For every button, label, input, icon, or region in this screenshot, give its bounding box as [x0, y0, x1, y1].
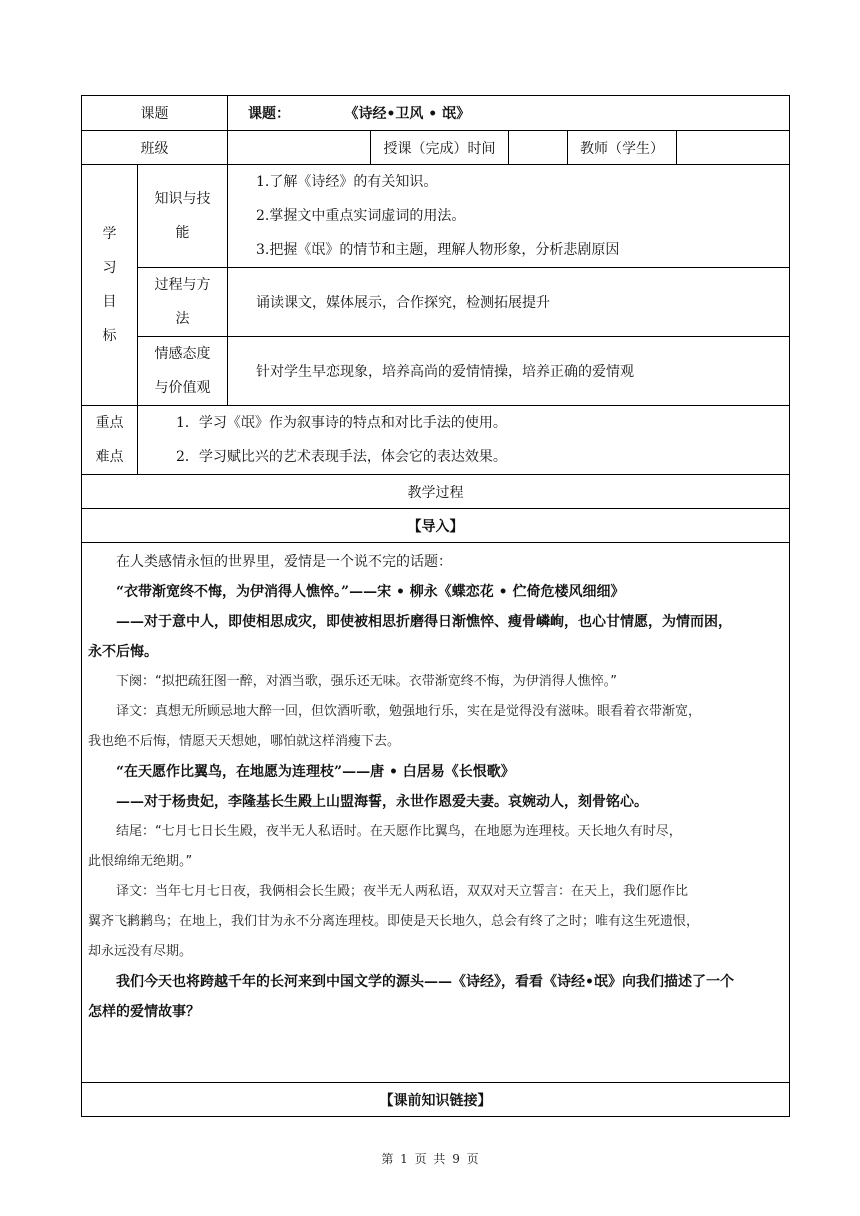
difficulty-label-line: 重点 — [95, 415, 124, 431]
quote-2-translation: 译文：当年七月七日夜，我俩相会长生殿；夜半无人两私语，双双对天立誓言：在天上，我们愿作比 — [116, 884, 689, 899]
goals-label-char: 学 — [102, 226, 117, 242]
knowledge-items — [228, 165, 790, 268]
quote-1-verse: 下阕：“拟把疏狂图一醉，对酒当歌，强乐还无味。衣带渐宽终不悔，为伊消得人憔悴。” — [116, 674, 617, 689]
quote-2-verse: 结尾：“七月七日长生殿，夜半无人私语时。在天愿作比翼鸟，在地愿为连理枝。天长地久有时尽， — [116, 824, 682, 839]
emotion-text: 针对学生早恋现象，培养高尚的爱情情操，培养正确的爱情观 — [228, 337, 790, 406]
goals-knowledge-row — [82, 165, 790, 268]
goals-process-row — [82, 268, 790, 337]
quote-1-note-cont: 永不后悔。 — [88, 644, 158, 660]
intro-body — [82, 543, 790, 1083]
process-label-line: 过程与方 — [154, 277, 211, 293]
knowledge-item: 1.了解《诗经》的有关知识。 — [256, 174, 438, 190]
quote-1-translation-cont: 我也绝不后悔，情愿天天想她，哪怕就这样消瘦下去。 — [88, 734, 401, 749]
quote-2-note: ——对于杨贵妃，李隆基长生殿上山盟海誓，永世作恩爱夫妻。哀婉动人，刻骨铭心。 — [116, 794, 648, 810]
goals-label — [82, 165, 138, 406]
time-value — [509, 131, 568, 165]
pre-knowledge-title: 【课前知识链接】 — [82, 1083, 790, 1117]
quote-1: “衣带渐宽终不悔，为伊消得人憔悴。”——宋 • 柳永《蝶恋花 • 伫倚危楼风细细》 — [116, 584, 625, 600]
intro-paragraph: 在人类感情永恒的世界里，爱情是一个说不完的话题： — [116, 554, 452, 570]
process-label-line: 法 — [175, 311, 190, 327]
difficulty-item: 2．学习赋比兴的艺术表现手法，体会它的表达效果。 — [176, 449, 507, 465]
class-value — [228, 131, 371, 165]
teacher-label: 教师（学生） — [568, 131, 677, 165]
page-footer: 第 1 页 共 9 页 — [381, 1152, 479, 1166]
class-label: 班级 — [82, 131, 228, 165]
quote-1-translation: 译文：真想无所顾忌地大醉一回，但饮酒听歌，勉强地行乐，实在是觉得没有滋味。眼看着衣带渐宽， — [116, 704, 702, 719]
knowledge-label-line: 能 — [175, 225, 190, 241]
quote-2-translation-cont: 翼齐飞鹣鹣鸟；在地上，我们甘为永不分离连理枝。即使是天长地久，总会有终了之时；唯有这生死遗恨， — [88, 914, 700, 929]
topic-cell — [228, 96, 790, 131]
process-label — [138, 268, 228, 337]
difficulty-label-line: 难点 — [95, 449, 124, 465]
goals-label-char: 习 — [102, 260, 117, 276]
difficulty-label — [82, 406, 138, 475]
difficulty-items — [138, 406, 790, 475]
knowledge-label-line: 知识与技 — [154, 191, 211, 207]
intro-title-row — [82, 509, 790, 543]
topic-prefix: 课题： — [248, 106, 290, 122]
intro-body-row — [82, 543, 790, 1083]
quote-1-note: ——对于意中人，即使相思成灾，即使被相思折磨得日渐憔悴、瘦骨嶙峋，也心甘情愿，为情而困， — [116, 614, 732, 630]
closing-question: 我们今天也将跨越千年的长河来到中国文学的源头——《诗经》，看看《诗经•氓》向我们描述了一个 — [116, 974, 734, 990]
pre-knowledge-row — [82, 1083, 790, 1117]
closing-question-cont: 怎样的爱情故事？ — [88, 1004, 200, 1020]
knowledge-label — [138, 165, 228, 268]
goals-label-char: 标 — [102, 328, 117, 344]
emotion-label-line: 与价值观 — [154, 380, 211, 396]
knowledge-item: 3.把握《氓》的情节和主题，理解人物形象，分析悲剧原因 — [256, 242, 620, 258]
lesson-plan-table — [81, 95, 790, 1117]
goals-label-char: 目 — [102, 294, 117, 310]
difficulty-item: 1．学习《氓》作为叙事诗的特点和对比手法的使用。 — [176, 415, 507, 431]
goals-emotion-row — [82, 337, 790, 406]
time-label: 授课（完成）时间 — [371, 131, 509, 165]
process-title-row — [82, 475, 790, 509]
topic-title: 《诗经•卫风 • 氓》 — [344, 106, 471, 122]
class-row — [82, 131, 790, 165]
teacher-value — [677, 131, 790, 165]
quote-2: “在天愿作比翼鸟，在地愿为连理枝”——唐 • 白居易《长恨歌》 — [116, 764, 515, 780]
topic-row — [82, 96, 790, 131]
emotion-label — [138, 337, 228, 406]
quote-2-verse-cont: 此恨绵绵无绝期。” — [88, 854, 193, 869]
process-text: 诵读课文，媒体展示，合作探究，检测拓展提升 — [228, 268, 790, 337]
intro-title: 【导入】 — [82, 509, 790, 543]
difficulty-row — [82, 406, 790, 475]
knowledge-item: 2.掌握文中重点实词虚词的用法。 — [256, 208, 466, 224]
topic-label: 课题 — [82, 96, 228, 131]
emotion-label-line: 情感态度 — [154, 346, 211, 362]
quote-2-translation-cont: 却永远没有尽期。 — [88, 944, 193, 959]
teaching-process-title: 教学过程 — [82, 475, 790, 509]
